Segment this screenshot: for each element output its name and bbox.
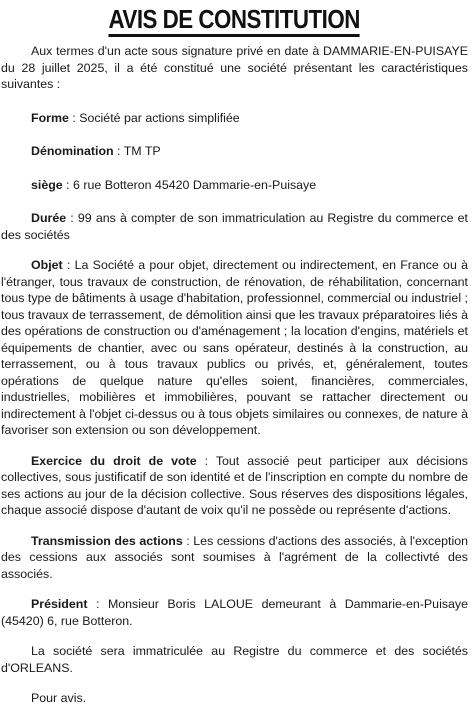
denomination-value: : TM TP (113, 144, 161, 158)
immatriculation-paragraph: La société sera immatriculée au Registre du commerce et des sociétés d'ORLEANS. (1, 644, 468, 675)
droit-de-vote-label: Exercice du droit de vote (31, 453, 197, 468)
transmission-paragraph (0, 533, 468, 583)
president-paragraph (0, 596, 468, 629)
forme-paragraph (0, 110, 468, 127)
objet-paragraph (0, 257, 468, 439)
denomination-paragraph (0, 143, 468, 160)
siege-value: : 6 rue Botteron 45420 Dammarie-en-Puisaye (62, 177, 317, 192)
title-block (0, 4, 468, 38)
droit-de-vote-paragraph (0, 453, 468, 519)
president-value: : Monsieur Boris LALOUE demeurant à Dammarie-en-Puisaye (45420) 6, rue Botteron. (1, 597, 468, 628)
duree-label: Durée (31, 211, 67, 225)
objet-value: : La Société a pour objet, directement ou indirectement, en France ou à l'étranger, tous travaux de construction, de rénovation, de réhabilitation, concernant tous type de bâtiments à usage d'habitation, professionnel, commercial ou industriel ; tous travaux de terrassement, de démolition ainsi que les travaux préparatoires liés à des opérations de construction ou d'aménagement ; la location d'engins, matériels et équipements de chantier, avec ou sans opérateur, destinés à la construction, au terrassement, ou à tous travaux publics ou privés, et, généralement, toutes opérations de quelque nature qu'elles soient, financières, commerciales, industrielles, mobilières et immobilières, pouvant se rattacher directement ou indirectement à l'objet ci-dessus ou à tous objets similaires ou connexes, de nature à favoriser son extension ou son développement. (1, 258, 468, 437)
objet-label: Objet (31, 258, 63, 272)
forme-value: : Société par actions simplifiée (68, 110, 240, 125)
duree-value: : 99 ans à compter de son immatriculation au Registre du commerce et des sociétés (1, 211, 468, 242)
siege-paragraph (0, 177, 468, 194)
forme-label: Forme (31, 110, 69, 125)
duree-paragraph (0, 210, 468, 243)
notice-title: AVIS DE CONSTITUTION (108, 4, 359, 37)
denomination-label: Dénomination (31, 144, 114, 158)
transmission-label: Transmission des actions (31, 533, 183, 548)
siege-label: siège (31, 177, 63, 192)
transmission-value: : Les cessions d'actions des associés, à l'exception des cessions aux associés sont soumises à l'agrément de la collectivté des associés. (1, 533, 468, 581)
droit-de-vote-value: : Tout associé peut participer aux décisions collectives, sous justificatif de son identité et de l'inscription en compte du nombre de ses actions au jour de la décision collective. Sous réserves des dispositions légales, chaque associé dispose d'autant de voix qu'il ne possède ou représente d'actions. (1, 453, 468, 517)
president-label: Président (31, 597, 88, 611)
closing-line: Pour avis. (31, 691, 87, 705)
intro-paragraph: Aux termes d'un acte sous signature privé en date à DAMMARIE-EN-PUISAYE du 28 juillet 2025, il a été constitué une société présentant les caractéristiques suivantes : (1, 44, 468, 91)
